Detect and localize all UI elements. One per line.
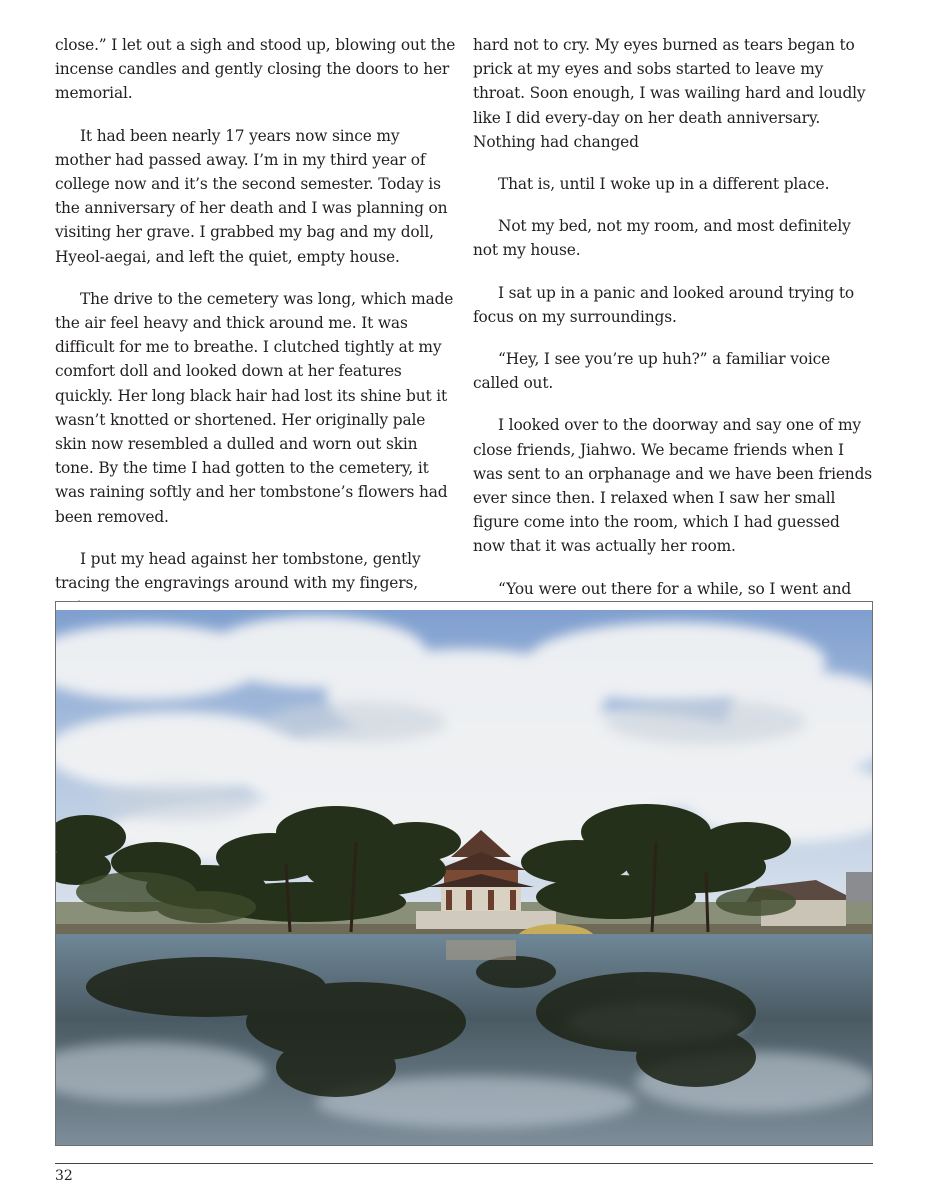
right-column (473, 33, 875, 619)
page-number: 32 (55, 1168, 73, 1184)
pavilion-lake-photo (55, 601, 873, 1146)
paragraph: close.” I let out a sigh and stood up, blowing out the incense candles and gently closing the doors to her memorial. (55, 36, 456, 103)
paragraph: hard not to cry. My eyes burned as tears began to prick at my eyes and sobs started to leave my throat. Soon enough, I was wailing hard and loudly like I did every-day on her death anniversary. Nothing had changed (473, 36, 866, 151)
left-column (55, 33, 457, 637)
paragraph: I sat up in a panic and looked around trying to focus on my surroundings. (473, 283, 854, 326)
paragraph: “You were out there for a while, so I went and (498, 579, 852, 598)
paragraph: I put my head against her tombstone, gently tracing the engravings around with my fingers, (55, 549, 421, 593)
paragraph: Not my bed, not my room, and most definitely not my house. (473, 217, 851, 260)
paragraph: “Hey, I see you’re up huh?” a familiar voice called out. (473, 350, 831, 393)
paragraph: The drive to the cemetery was long, which made the air feel heavy and thick around me. It was difficult for me to breathe. I clutched tightly at my comfort doll and looked down at her features quickly. Her long black hair had lost its shine but it wasn’t knotted or shortened. Her originally pale skin now resembled a dulled and worn out skin tone. By the time I had gotten to the cemetery, it was raining softly and her tombstone’s flowers had been removed. (55, 289, 454, 526)
paragraph: It had been nearly 17 years now since my mother had passed away. I’m in my third year of college now and it’s the second semester. Today is the anniversary of her death and I was planning on visiting her grave. I grabbed my bag and my doll, Hyeol-aegai, and left the quiet, empty house. (55, 126, 448, 266)
footer-rule (55, 1163, 873, 1164)
paragraph: That is, until I woke up in a different place. (498, 175, 830, 194)
paragraph: I looked over to the doorway and say one of my close friends, Jiahwo. We became friends when I was sent to an orphanage and we have been friends ever since then. I relaxed when I saw her small figure come into the room, which I had guessed now that it was actually her room. (473, 416, 873, 556)
